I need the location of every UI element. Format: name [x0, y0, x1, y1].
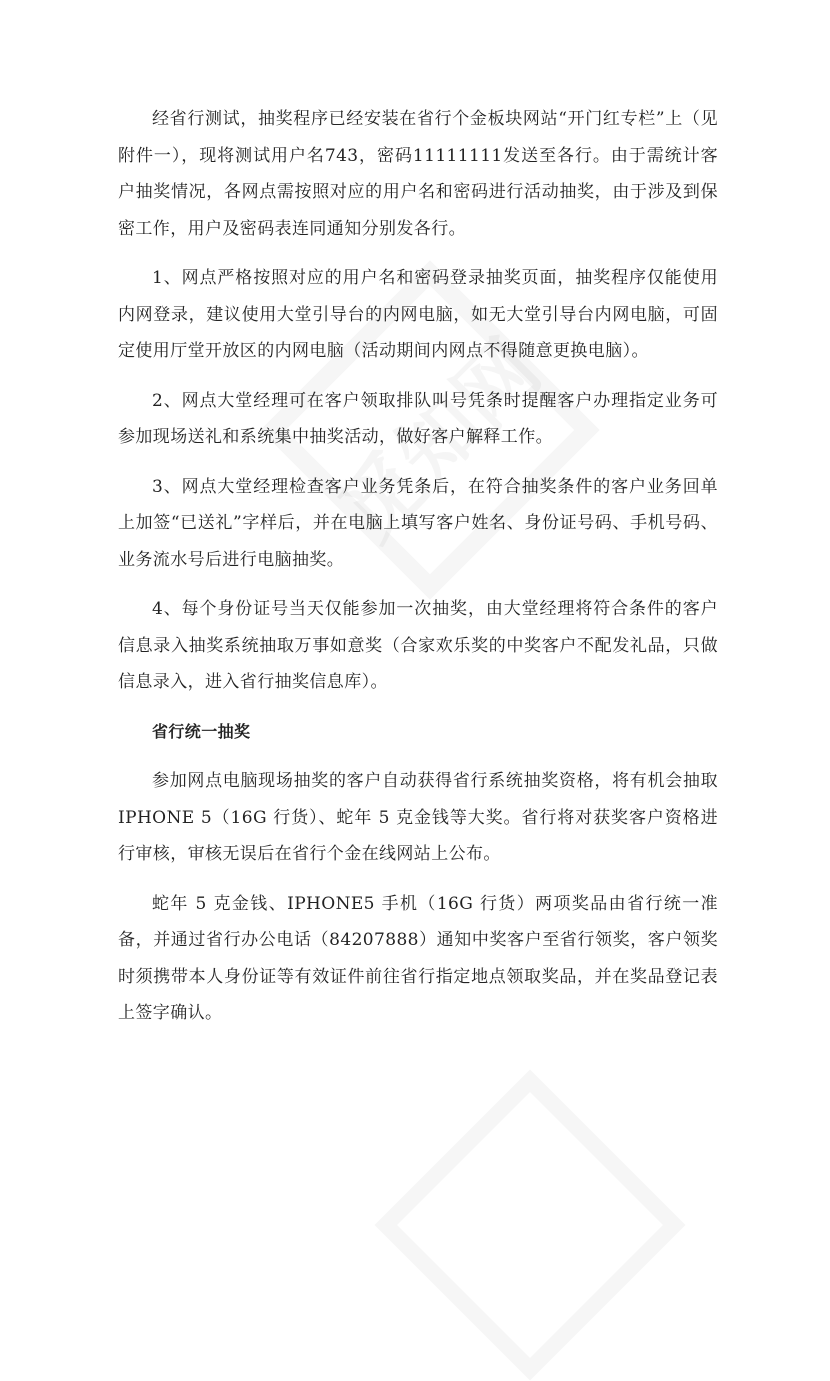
section-heading: 省行统一抽奖: [152, 721, 251, 741]
rule-item-2: 2、网点大堂经理可在客户领取排队叫号凭条时提醒客户办理指定业务可参加现场送礼和系统集中抽奖活动，做好客户解释工作。: [118, 390, 718, 447]
intro-paragraph: 经省行测试，抽奖程序已经安装在省行个金板块网站“开门红专栏”上（见附件一），现将测试用户名743，密码11111111发送至各行。由于需统计客户抽奖情况，各网点需按照对应的用户名和密码进行活动抽奖，由于涉及到保密工作，用户及密码表连同通知分别发各行。: [118, 109, 718, 239]
rule-item-4: 4、每个身份证号当天仅能参加一次抽奖，由大堂经理将符合条件的客户信息录入抽奖系统抽取万事如意奖（合家欢乐奖的中奖客户不配发礼品，只做信息录入，进入省行抽奖信息库）。: [118, 599, 718, 692]
watermark-bottom: [374, 1069, 685, 1380]
document-body: [118, 101, 718, 1032]
section-paragraph-2: 蛇年 5 克金钱、IPHONE5 手机（16G 行货）两项奖品由省行统一准备，并通过省行办公电话（84207888）通知中奖客户至省行领奖，客户领奖时须携带本人身份证等有效证件前往省行指定地点领取奖品，并在奖品登记表上签字确认。: [118, 893, 718, 1023]
rule-item-3: 3、网点大堂经理检查客户业务凭条后，在符合抽奖条件的客户业务回单上加签“已送礼”字样后，并在电脑上填写客户姓名、身份证号码、手机号码、业务流水号后进行电脑抽奖。: [118, 476, 718, 570]
rule-item-1: 1、网点严格按照对应的用户名和密码登录抽奖页面，抽奖程序仅能使用内网登录，建议使用大堂引导台的内网电脑，如无大堂引导台内网电脑，可固定使用厅堂开放区的内网电脑（活动期间内网点不得随意更换电脑）。: [118, 268, 718, 361]
section-paragraph-1: 参加网点电脑现场抽奖的客户自动获得省行系统抽奖资格，将有机会抽取IPHONE 5（16G 行货）、蛇年 5 克金钱等大奖。省行将对获奖客户资格进行审核，审核无误后在省行个金在线网站上公布。: [118, 771, 718, 864]
